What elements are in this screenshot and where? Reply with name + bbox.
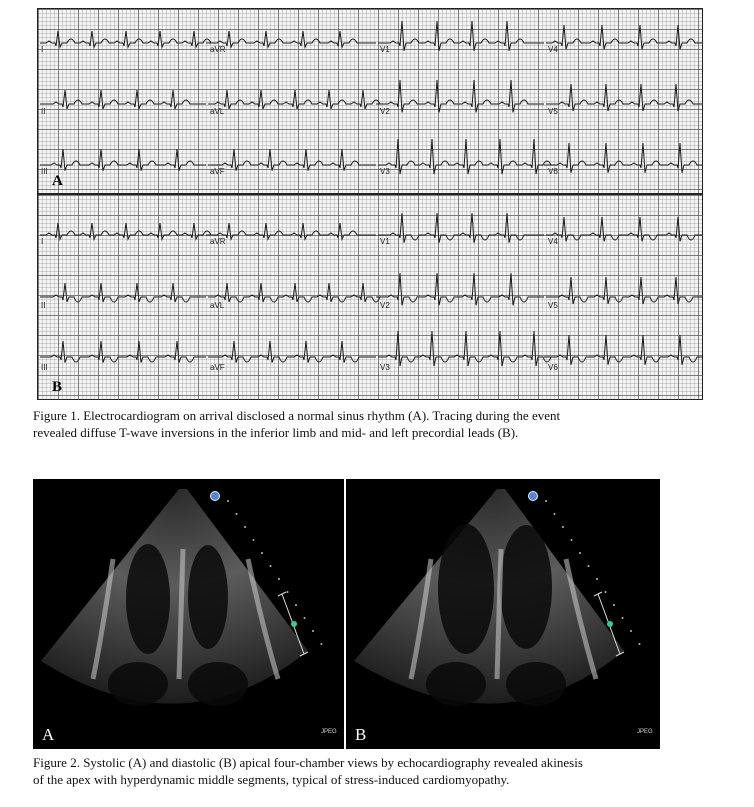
lead-label: aVF	[210, 167, 225, 176]
panel-label-b: B	[355, 725, 367, 744]
lead-label: III	[41, 167, 48, 176]
depth-marker	[295, 604, 297, 606]
ecg-trace	[40, 90, 206, 109]
ecg-trace	[378, 213, 544, 243]
format-tag: JPEG	[321, 729, 337, 735]
chamber-cavity	[188, 545, 228, 649]
depth-marker	[605, 591, 607, 593]
ecg-trace	[208, 90, 380, 109]
lead-label: V1	[380, 237, 390, 246]
lead-label: V5	[548, 301, 558, 310]
figure-1-caption: Figure 1. Electrocardiogram on arrival disclosed a normal sinus rhythm (A). Tracing during the event revealed diffuse T-wave inversions in the inferior limb and mid- and left precordial leads (B).	[33, 408, 561, 440]
lead-label: V5	[548, 107, 558, 116]
chamber-cavity	[426, 662, 486, 706]
echo-sector	[41, 489, 308, 704]
echo-panel-b	[346, 479, 660, 749]
ecg-trace	[378, 21, 544, 51]
ecg-trace	[40, 149, 206, 171]
ecg-trace	[208, 223, 376, 239]
depth-marker	[554, 513, 556, 515]
ecg-panel-a	[37, 8, 703, 194]
lead-label: V2	[380, 107, 390, 116]
lead-label: II	[41, 107, 46, 116]
ecg-trace	[378, 331, 551, 366]
depth-marker	[579, 552, 581, 554]
chamber-cavity	[108, 662, 168, 706]
depth-marker	[261, 552, 263, 554]
ecg-trace	[208, 283, 380, 302]
ecg-trace	[546, 217, 702, 241]
ecg-trace	[40, 223, 211, 239]
depth-marker	[304, 617, 306, 619]
chamber-cavity	[506, 662, 566, 706]
depth-marker	[639, 643, 641, 645]
depth-marker	[613, 604, 615, 606]
probe-orientation-icon	[528, 491, 538, 501]
depth-marker	[588, 565, 590, 567]
lead-label: I	[41, 45, 44, 54]
depth-marker	[571, 539, 573, 541]
depth-marker	[545, 500, 547, 502]
lead-label: V3	[380, 167, 390, 176]
depth-marker	[278, 578, 280, 580]
ecg-trace	[546, 277, 702, 304]
depth-marker	[630, 630, 632, 632]
depth-marker	[236, 513, 238, 515]
probe-orientation-icon	[210, 491, 220, 501]
ecg-traces-b	[38, 195, 703, 400]
panel-label-a: A	[52, 173, 63, 189]
depth-marker	[287, 591, 289, 593]
ecg-trace	[208, 149, 376, 171]
ecg-trace	[378, 80, 544, 112]
figure-2-caption: Figure 2. Systolic (A) and diastolic (B) apical four-chamber views by echocardiography revealed akinesis of the apex with hyperdynamic middle segments, typical of stress-induced cardiomyopathy.	[33, 755, 583, 787]
lead-label: aVR	[210, 45, 226, 54]
ecg-trace	[40, 283, 206, 302]
depth-marker	[562, 526, 564, 528]
ecg-trace	[546, 25, 702, 49]
chamber-cavity	[500, 525, 552, 649]
lead-label: V3	[380, 363, 390, 372]
format-tag: JPEG	[637, 729, 653, 735]
lead-label: aVL	[210, 107, 225, 116]
lead-label: V1	[380, 45, 390, 54]
ecg-trace	[378, 139, 551, 174]
chamber-cavity	[188, 662, 248, 706]
ecg-trace	[378, 273, 544, 305]
lead-label: V6	[548, 363, 558, 372]
panel-label-a: A	[42, 725, 55, 744]
lead-label: V4	[548, 45, 558, 54]
depth-marker	[227, 500, 229, 502]
depth-marker	[253, 539, 255, 541]
ecg-trace	[546, 335, 702, 365]
lead-label: III	[41, 363, 48, 372]
lead-label: I	[41, 237, 44, 246]
panel-label-b: B	[52, 379, 63, 395]
ecg-trace	[208, 31, 376, 47]
ecg-trace	[40, 341, 206, 363]
ecg-panel-b	[37, 194, 703, 400]
depth-marker	[596, 578, 598, 580]
focus-marker	[607, 621, 613, 627]
chamber-cavity	[438, 524, 494, 654]
echo-image-b	[346, 479, 660, 749]
lead-label: V2	[380, 301, 390, 310]
lead-label: V4	[548, 237, 558, 246]
depth-marker	[622, 617, 624, 619]
ecg-trace	[40, 31, 211, 47]
focus-marker	[291, 621, 297, 627]
ecg-trace	[546, 143, 702, 173]
ecg-traces-a	[38, 9, 703, 194]
ecg-trace	[546, 84, 702, 111]
depth-marker	[321, 643, 323, 645]
echo-panel-a	[33, 479, 344, 749]
lead-label: aVF	[210, 363, 225, 372]
depth-marker	[312, 630, 314, 632]
lead-label: aVL	[210, 301, 225, 310]
ecg-trace	[208, 341, 376, 363]
lead-label: aVR	[210, 237, 226, 246]
lead-label: II	[41, 301, 46, 310]
depth-marker	[244, 526, 246, 528]
echo-image-a	[33, 479, 344, 749]
depth-marker	[270, 565, 272, 567]
chamber-cavity	[126, 544, 170, 654]
lead-label: V6	[548, 167, 558, 176]
